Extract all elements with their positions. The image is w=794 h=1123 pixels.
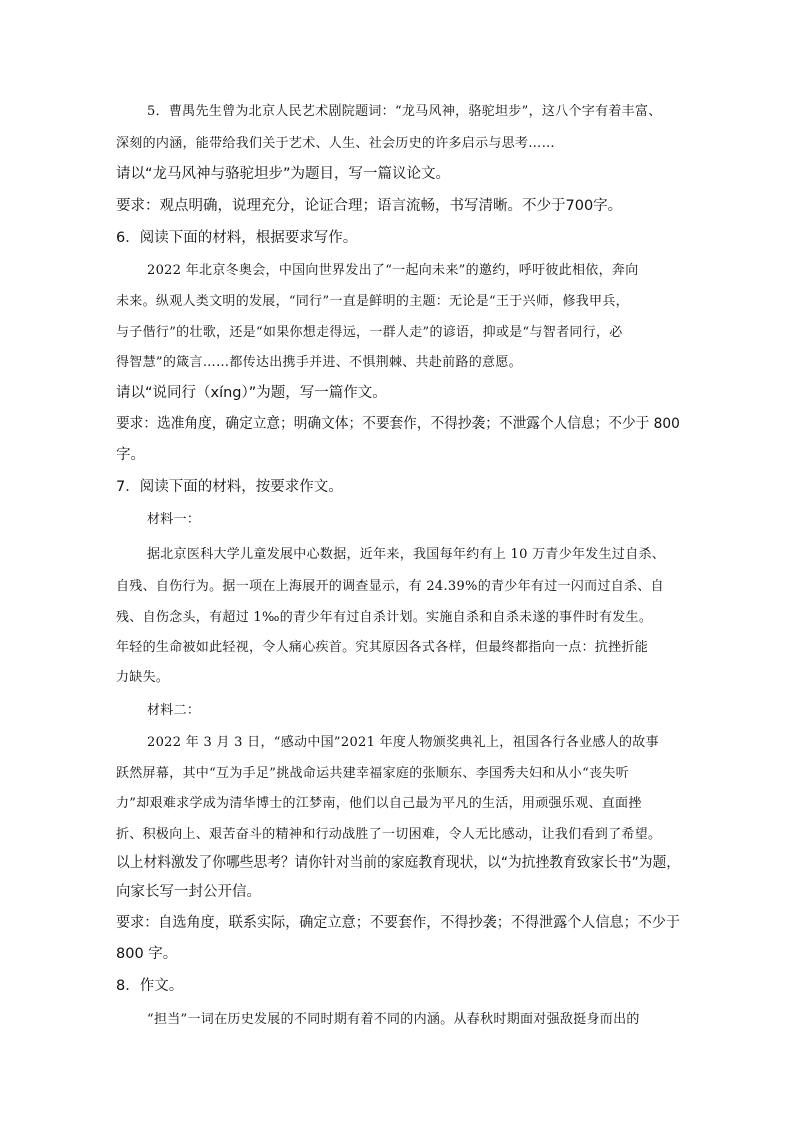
q5-task: 请以“龙马风神与骆驼坦步”为题目，写一篇议论文。 — [116, 166, 451, 182]
q7-material2-line-2: 跃然屏幕，其中“互为手足”挑战命运共建幸福家庭的张顺东、李国秀夫妇和从小“丧失听 — [116, 766, 629, 781]
q5-requirement: 要求：观点明确，说理充分，论证合理；语言流畅，书写清晰。不少于700字。 — [116, 198, 623, 214]
q7-material2-label: 材料二： — [147, 703, 201, 718]
q6-heading: 6．阅读下面的材料，根据要求写作。 — [116, 230, 358, 246]
q6-requirement-line-1: 要求：选准角度，确定立意；明确文体；不要套作，不得抄袭；不泄露个人信息；不少于 800 — [116, 416, 680, 432]
q7-heading: 7．阅读下面的材料，按要求作文。 — [116, 479, 343, 495]
q7-task-line-2: 向家长写一封公开信。 — [116, 884, 261, 900]
q7-material1-line-2: 自残、自伤行为。据一项在上海展开的调查显示，有 24.39%的青少年有过一闪而过自杀、自 — [116, 579, 664, 594]
q7-material1-line-4: 年轻的生命被如此轻视，令人痛心疾首。究其原因各式各样，但最终都指向一点：抗挫折能 — [116, 640, 649, 655]
q7-material1-line-1: 据北京医科大学儿童发展中心数据，近年来，我国每年约有上 10 万青少年发生过自杀、 — [147, 547, 666, 562]
q6-task: 请以“说同行（xíng）”为题，写一篇作文。 — [116, 385, 387, 401]
q8-heading: 8．作文。 — [116, 978, 184, 994]
q7-requirement-line-2: 800 字。 — [116, 946, 178, 962]
q7-material1-line-5: 力缺失。 — [116, 670, 170, 685]
q7-material1-line-3: 残、自伤念头，有超过 1‰的青少年有过自杀计划。实施自杀和自杀未遂的事件时有发生。 — [116, 610, 653, 625]
q5-prompt-line-2: 深刻的内涵，能带给我们关于艺术、人生、社会历史的许多启示与思考…… — [116, 136, 555, 151]
q7-material2-line-3: 力”却艰难求学成为清华博士的江梦南，他们以自己最为平凡的生活，用顽强乐观、直面挫 — [116, 796, 642, 811]
q7-material2-line-4: 折、积极向上、艰苦奋斗的精神和行动战胜了一切困难，令人无比感动，让我们看到了希望。 — [116, 827, 662, 842]
q7-requirement-line-1: 要求：自选角度，联系实际，确定立意；不要套作，不得抄袭；不得泄露个人信息；不少于 — [116, 915, 680, 931]
q8-material-line-1: “担当”一词在历史发展的不同时期有着不同的内涵。从春秋时期面对强敌挺身而出的 — [147, 1012, 640, 1027]
q7-material2-line-1: 2022 年 3 月 3 日，“感动中国”2021 年度人物颁奖典礼上，祖国各行各业感人的故事 — [147, 735, 659, 750]
q5-prompt-line-1: 5．曹禺先生曾为北京人民艺术剧院题词：“龙马风神，骆驼坦步”，这八个字有着丰富、 — [147, 104, 662, 119]
q6-requirement-line-2: 字。 — [116, 447, 145, 463]
q6-material-line-2: 未来。纵观人类文明的发展，“同行”一直是鲜明的主题：无论是“王于兴师，修我甲兵， — [116, 294, 629, 309]
q7-material1-label: 材料一： — [147, 512, 201, 527]
q6-material-line-1: 2022 年北京冬奥会，中国向世界发出了“一起向未来”的邀约，呼吁彼此相依，奔向 — [147, 263, 639, 278]
q6-material-line-4: 得智慧”的箴言……都传达出携手并进、不惧荆棘、共赴前路的意愿。 — [116, 355, 522, 370]
q6-material-line-3: 与子偕行”的壮歌，还是“如果你想走得远，一群人走”的谚语，抑或是“与智者同行，必 — [116, 325, 623, 340]
q7-task-line-1: 以上材料激发了你哪些思考？请你针对当前的家庭教育现状，以“为抗挫教育致家长书”为题， — [116, 855, 681, 871]
